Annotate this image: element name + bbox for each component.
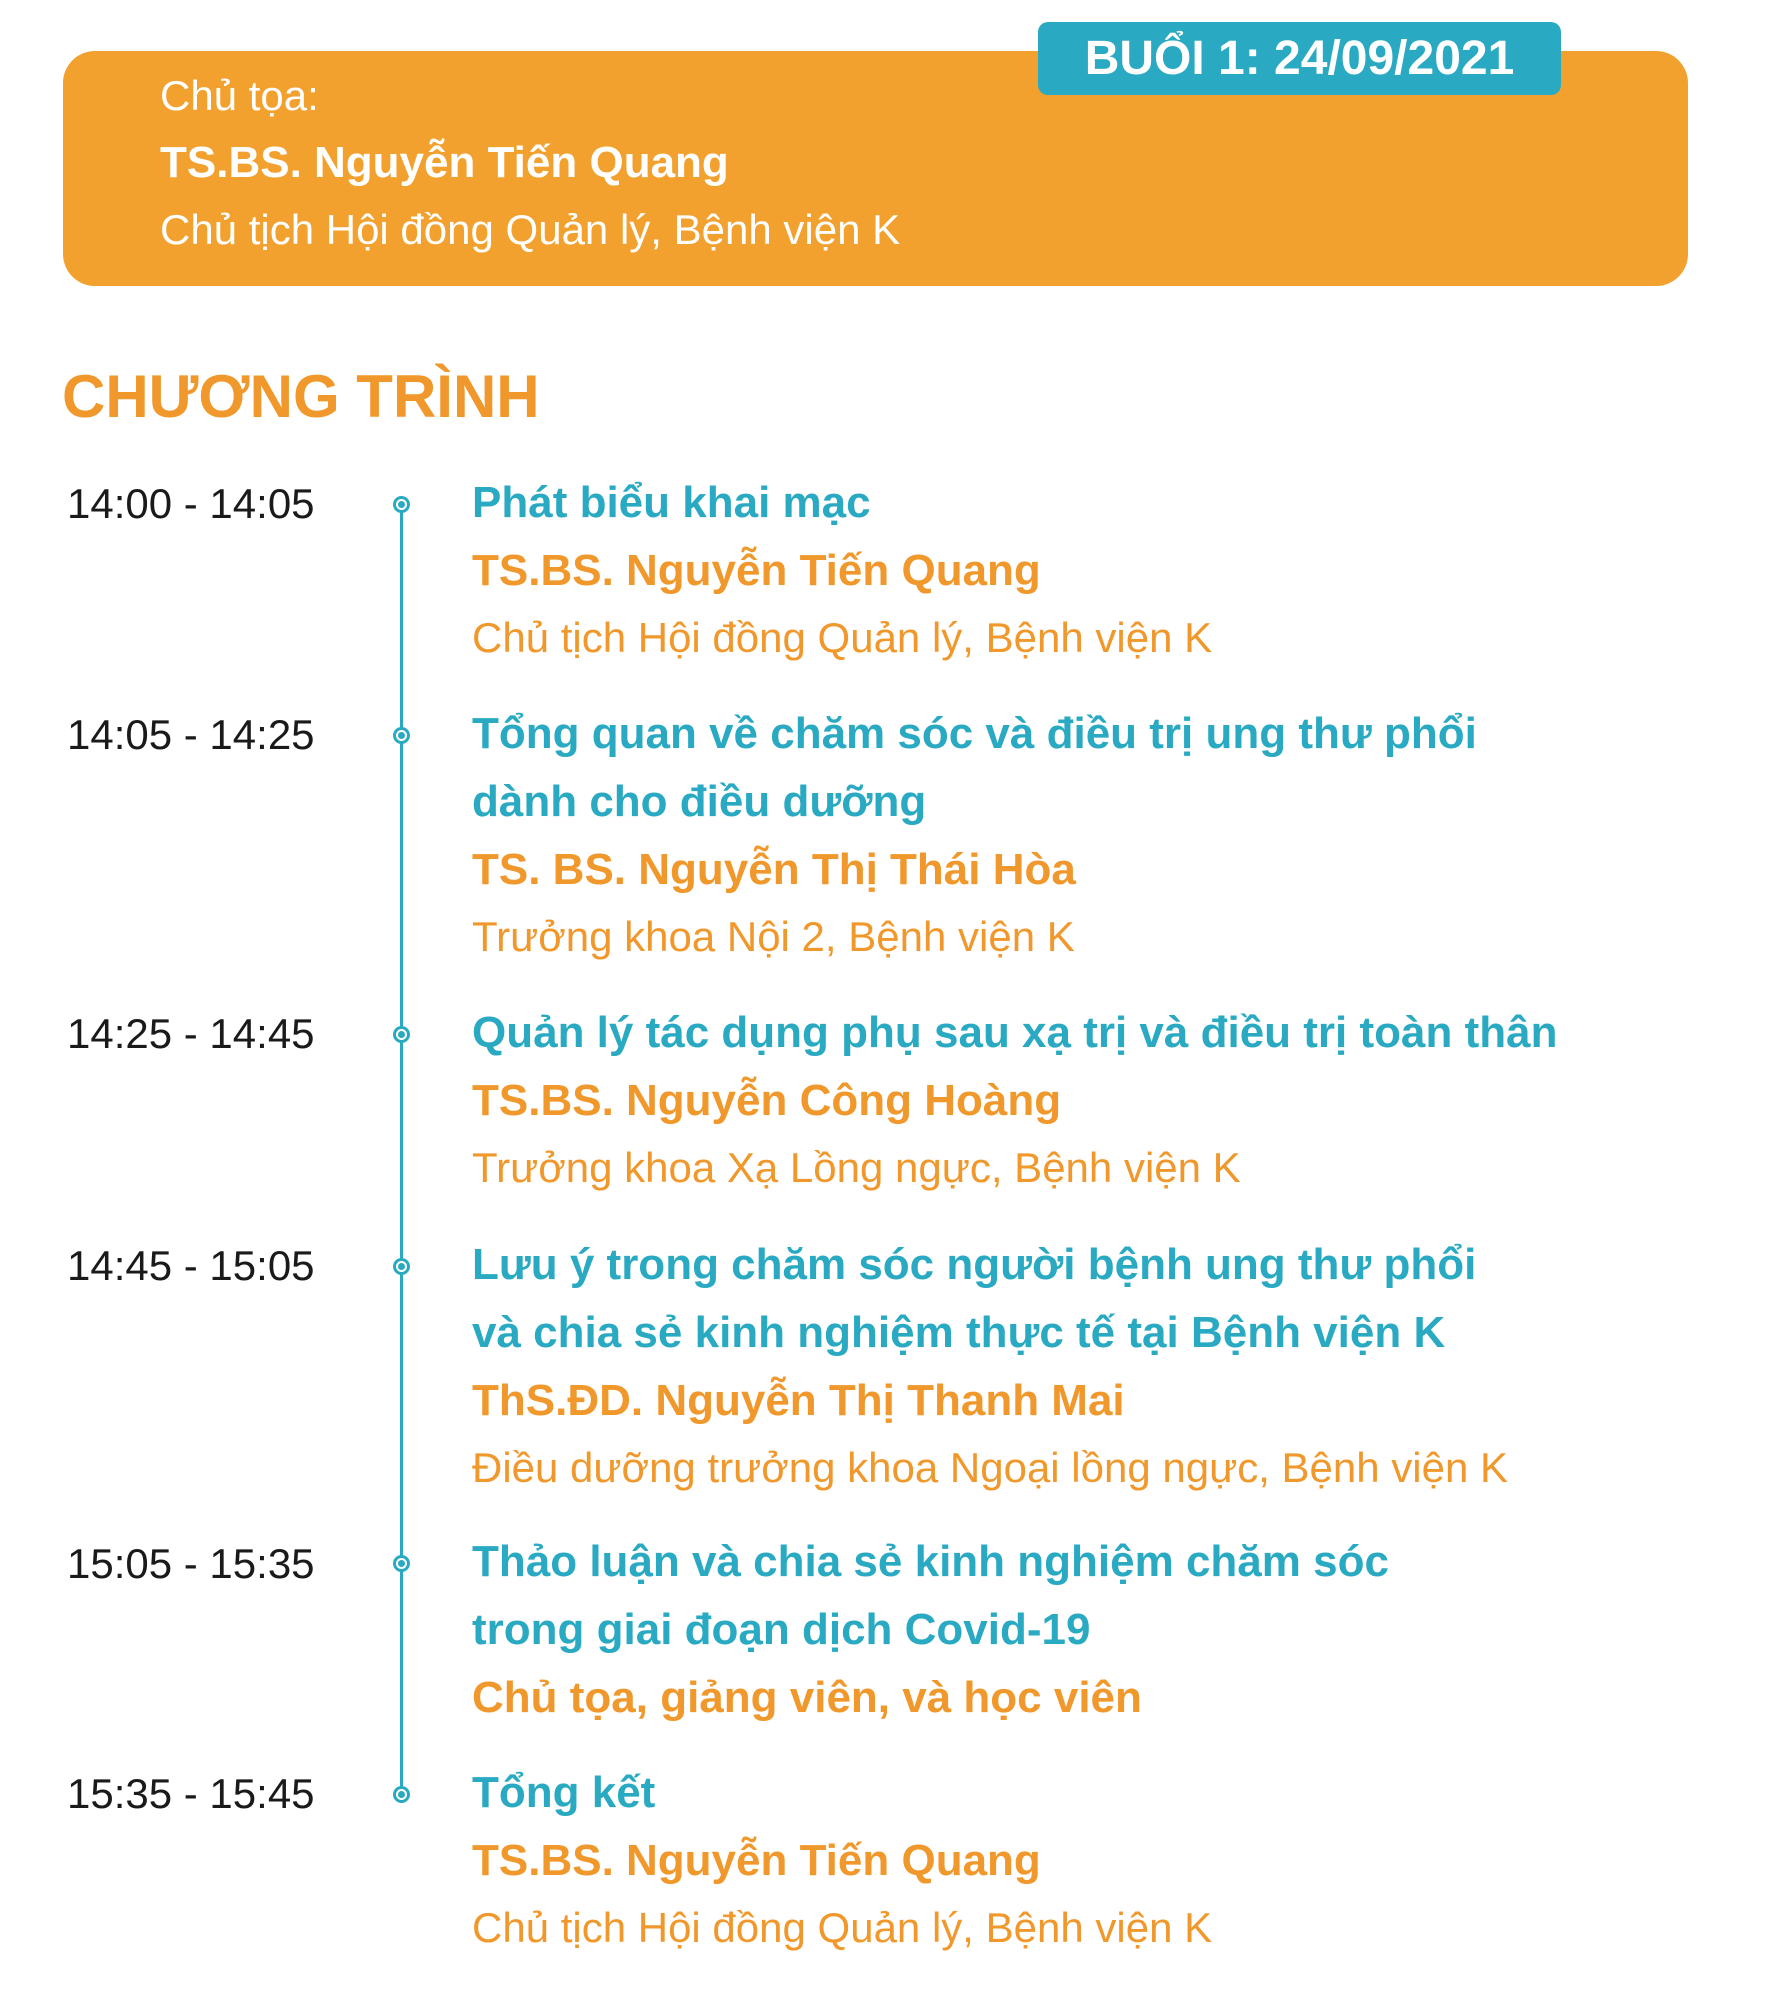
timeline-dot	[393, 1258, 410, 1275]
timeline-dot	[393, 496, 410, 513]
item-time: 15:05 - 15:35	[67, 1540, 315, 1587]
item-title: dành cho điều dưỡng	[472, 777, 927, 826]
item-title: Quản lý tác dụng phụ sau xạ trị và điều trị toàn thân	[472, 1008, 1558, 1057]
item-title: Lưu ý trong chăm sóc người bệnh ung thư phổi	[472, 1240, 1477, 1289]
item-role: Chủ tịch Hội đồng Quản lý, Bệnh viện K	[472, 614, 1213, 661]
timeline-line	[400, 505, 403, 1790]
item-title: Phát biểu khai mạc	[472, 478, 871, 527]
item-title: Tổng kết	[472, 1768, 656, 1817]
item-title: Tổng quan về chăm sóc và điều trị ung thư phổi	[472, 709, 1477, 758]
item-speaker: TS. BS. Nguyễn Thị Thái Hòa	[472, 845, 1076, 894]
program-heading: CHƯƠNG TRÌNH	[62, 363, 540, 430]
chair-label: Chủ tọa:	[160, 72, 319, 119]
item-title: trong giai đoạn dịch Covid-19	[472, 1605, 1091, 1654]
session-badge: BUỔI 1: 24/09/2021	[1038, 22, 1561, 95]
timeline-dot	[393, 1555, 410, 1572]
item-role: Điều dưỡng trưởng khoa Ngoại lồng ngực, Bệnh viện K	[472, 1444, 1509, 1491]
item-role: Trưởng khoa Xạ Lồng ngực, Bệnh viện K	[472, 1144, 1241, 1191]
item-time: 14:25 - 14:45	[67, 1010, 315, 1057]
item-speaker: TS.BS. Nguyễn Công Hoàng	[472, 1076, 1062, 1125]
chair-name: TS.BS. Nguyễn Tiến Quang	[160, 138, 729, 187]
item-speaker: ThS.ĐD. Nguyễn Thị Thanh Mai	[472, 1376, 1125, 1425]
item-title: và chia sẻ kinh nghiệm thực tế tại Bệnh viện K	[472, 1308, 1446, 1357]
item-time: 14:45 - 15:05	[67, 1242, 315, 1289]
item-title: Thảo luận và chia sẻ kinh nghiệm chăm sóc	[472, 1537, 1389, 1586]
item-speaker: Chủ tọa, giảng viên, và học viên	[472, 1673, 1142, 1722]
item-speaker: TS.BS. Nguyễn Tiến Quang	[472, 1836, 1041, 1885]
chair-role: Chủ tịch Hội đồng Quản lý, Bệnh viện K	[160, 206, 901, 253]
timeline-dot	[393, 727, 410, 744]
item-role: Chủ tịch Hội đồng Quản lý, Bệnh viện K	[472, 1904, 1213, 1951]
item-role: Trưởng khoa Nội 2, Bệnh viện K	[472, 913, 1075, 960]
item-time: 14:05 - 14:25	[67, 711, 315, 758]
item-time: 14:00 - 14:05	[67, 480, 315, 527]
timeline-dot	[393, 1786, 410, 1803]
item-time: 15:35 - 15:45	[67, 1770, 315, 1817]
item-speaker: TS.BS. Nguyễn Tiến Quang	[472, 546, 1041, 595]
timeline-dot	[393, 1026, 410, 1043]
